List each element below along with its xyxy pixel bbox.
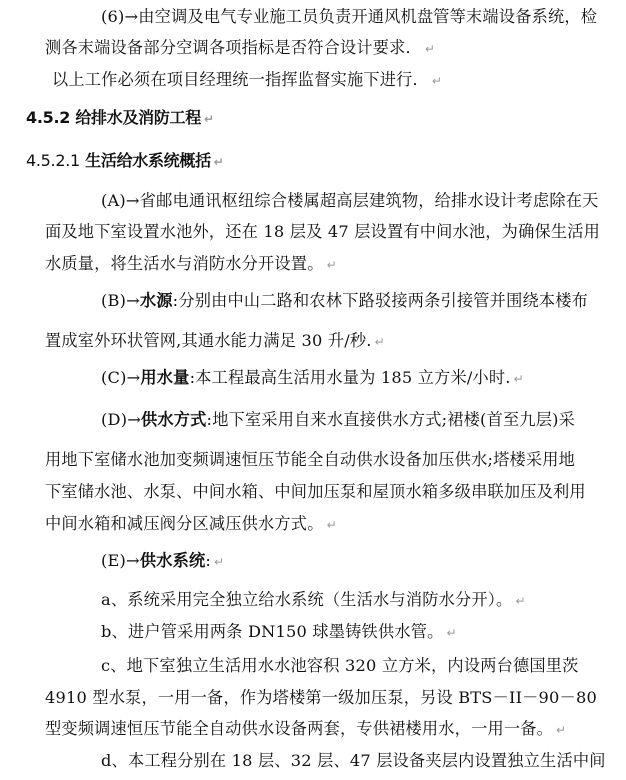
sub-item-a <box>101 589 526 612</box>
text: 面及地下室设置水池外，还在 18 层及 47 层设置有中间水池，为确保生活用 <box>45 222 601 241</box>
heading-number: 4.5.2.1 <box>26 151 80 170</box>
item-e-line <box>101 550 224 573</box>
text: 中间水箱和减压阀分区减压供水方式。 <box>45 514 324 533</box>
text: : <box>205 551 212 570</box>
item-d-line-4 <box>45 513 337 536</box>
item-prefix: (C)→ <box>101 368 141 387</box>
summary-line <box>52 69 442 92</box>
text: 水质量，将生活水与消防水分开设置。 <box>45 254 324 273</box>
item-b-line-1 <box>101 290 588 312</box>
item-label: 水源 <box>139 291 173 310</box>
item-d-line-2 <box>45 449 575 471</box>
text: b、进户管采用两条 DN150 球墨铸铁供水管。 <box>101 622 444 641</box>
paragraph-mark-icon: ↵ <box>446 626 457 640</box>
item-b-line-2 <box>45 330 385 353</box>
text: d、本工程分别在 18 层、32 层、47 层设备夹层内设置独立生活中间 <box>101 751 606 770</box>
item-d-line-1 <box>101 409 575 431</box>
sub-item-c-line-3 <box>45 718 566 741</box>
paragraph-6-line-1 <box>101 6 597 28</box>
heading-4-5-2 <box>26 107 214 130</box>
text: 测各末端设备部分空调各项指标是否符合设计要求． <box>45 38 422 57</box>
text: c、地下室独立生活用水水池容积 320 立方米，内设两台德国里茨 <box>101 656 579 675</box>
text: 4910 型水泵，一用一备，作为塔楼第一级加压泵，另设 BTS－II－90－80 <box>45 688 597 707</box>
item-a-line-1 <box>101 190 599 212</box>
item-label: 用水量 <box>140 368 190 387</box>
heading-4-5-2-1 <box>26 150 224 173</box>
sub-item-c-line-2 <box>45 687 597 709</box>
paragraph-mark-icon: ↵ <box>513 372 524 386</box>
paragraph-mark-icon: ↵ <box>213 155 224 169</box>
text: (A)→省邮电通讯枢纽综合楼属超高层建筑物，给排水设计考虑除在天 <box>101 191 599 210</box>
heading-number: 4.5.2 <box>26 108 71 127</box>
item-label: 供水系统 <box>139 551 206 570</box>
text: 置成室外环状管网,其通水能力满足 30 升/秒. <box>45 331 372 350</box>
paragraph-mark-icon: ↵ <box>326 518 337 532</box>
sub-item-d-line-1 <box>101 750 606 772</box>
sub-item-c-line-1 <box>101 655 579 677</box>
paragraph-mark-icon: ↵ <box>214 555 225 569</box>
paragraph-mark-icon: ↵ <box>556 723 567 737</box>
item-prefix: (E)→ <box>101 551 140 570</box>
paragraph-mark-icon: ↵ <box>326 258 337 272</box>
paragraph-6-line-2 <box>45 37 435 60</box>
text: 型变频调速恒压节能全自动供水设备两套，专供裙楼用水，一用一备。 <box>45 719 554 738</box>
paragraph-mark-icon: ↵ <box>424 42 436 56</box>
text: (6)→由空调及电气专业施工员负责开通风机盘管等末端设备系统，检 <box>101 7 598 26</box>
paragraph-mark-icon: ↵ <box>431 74 443 88</box>
text: 下室储水池、水泵、中间水箱、中间加压泵和屋顶水箱多级串联加压及利用 <box>45 482 586 501</box>
sub-item-b <box>101 621 457 644</box>
item-a-line-2 <box>45 221 600 243</box>
text: 用地下室储水池加变频调速恒压节能全自动供水设备加压供水;塔楼采用地 <box>45 450 576 469</box>
paragraph-mark-icon: ↵ <box>203 112 214 126</box>
text: :分别由中山二路和农林下路驳接两条引接管并围绕本楼布 <box>172 291 589 310</box>
text: :地下室采用自来水直接供水方式;裙楼(首至九层)采 <box>206 410 576 429</box>
heading-title: 生活给水系统概括 <box>85 151 211 170</box>
item-c-line <box>101 367 524 390</box>
text: a、系统采用完全独立给水系统（生活水与消防水分开）。 <box>101 590 513 609</box>
text: 以上工作必须在项目经理统一指挥监督实施下进行． <box>52 70 429 89</box>
text: :本工程最高生活用水量为 185 立方米/小时. <box>189 368 511 387</box>
item-d-line-3 <box>45 481 586 503</box>
paragraph-mark-icon: ↵ <box>515 594 526 608</box>
heading-title: 给排水及消防工程 <box>75 108 201 127</box>
item-prefix: (D)→ <box>101 410 141 429</box>
item-label: 供水方式 <box>140 410 207 429</box>
paragraph-mark-icon: ↵ <box>374 335 385 349</box>
item-a-line-3 <box>45 253 337 276</box>
item-prefix: (B)→ <box>101 291 140 310</box>
